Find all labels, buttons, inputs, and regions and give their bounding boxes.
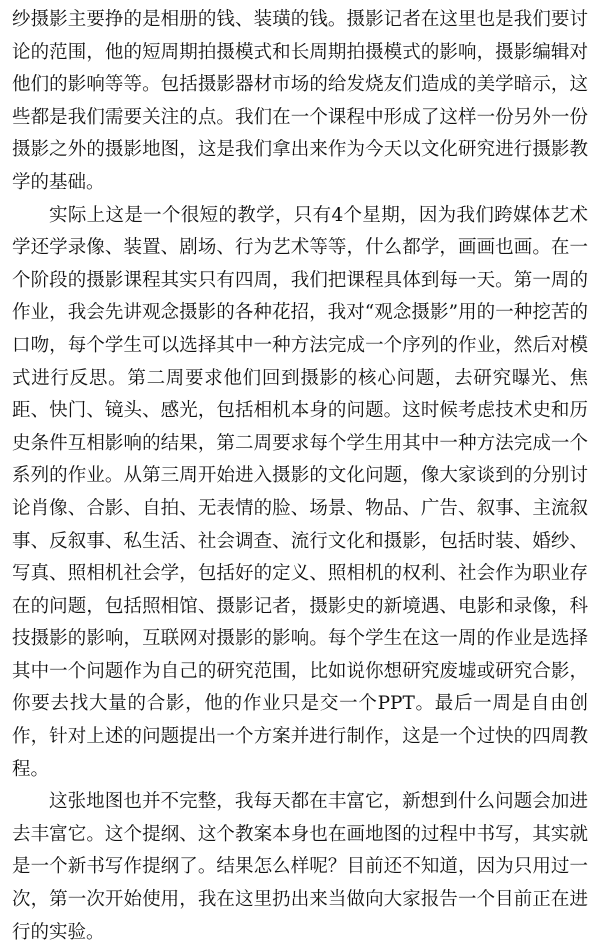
paragraph-2: 实际上这是一个很短的教学，只有4个星期，因为我们跨媒体艺术学还学录像、装置、剧场、行为艺术等等，什么都学，画画也画。在一个阶段的摄影课程其实只有四周，我们把课程具体到每一天。第一周的作业，我会先讲观念摄影的各种花招，我对“观念摄影”用的一种挖苦的口吻，每个学生可以选择其中一种方法完成一个序列的作业，然后对模式进行反思。第二周要求他们回到摄影的核心问题，去研究曝光、焦距、快门、镜头、感光，包括相机本身的问题。这时候考虑技术史和历史条件互相影响的结果，第二周要求每个学生用其中一种方法完成一个系列的作业。从第三周开始进入摄影的文化问题，像大家谈到的分别讨论肖像、合影、自拍、无表情的脸、场景、物品、广告、叙事、主流叙事、反叙事、私生活、社会调查、流行文化和摄影，包括时装、婚纱、写真、照相机社会学，包括好的定义、照相机的权利、社会作为职业存在的问题，包括照相馆、摄影记者，摄影史的新境遇、电影和录像，科技摄影的影响，互联网对摄影的影响。每个学生在这一周的作业是选择其中一个问题作为自己的研究范围，比如说你想研究废墟或研究合影，你要去找大量的合影，他的作业只是交一个PPT。最后一周是自由创作，针对上述的问题提出一个方案并进行制作，这是一个过快的四周教程。 (12, 204, 588, 780)
paragraph-1: 纱摄影主要挣的是相册的钱、装璜的钱。摄影记者在这里也是我们要讨论的范围，他的短周期拍摄模式和长周期拍摄模式的影响，摄影编辑对他们的影响等等。包括摄影器材市场的给发烧友们造成的美学暗示，这些都是我们需要关注的点。我们在一个课程中形成了这样一份另外一份摄影之外的摄影地图，这是我们拿出来作为今天以文化研究进行摄影教学的基础。 (12, 9, 588, 193)
paragraph-3: 这张地图也并不完整，我每天都在丰富它，新想到什么问题会加进去丰富它。这个提纲、这个教案本身也在画地图的过程中书写，其实就是一个新书写作提纲了。结果怎么样呢？目前还不知道，因为只用过一次，第一次开始使用，我在这里扔出来当做向大家报告一个目前正在进行的实验。 (12, 791, 588, 943)
